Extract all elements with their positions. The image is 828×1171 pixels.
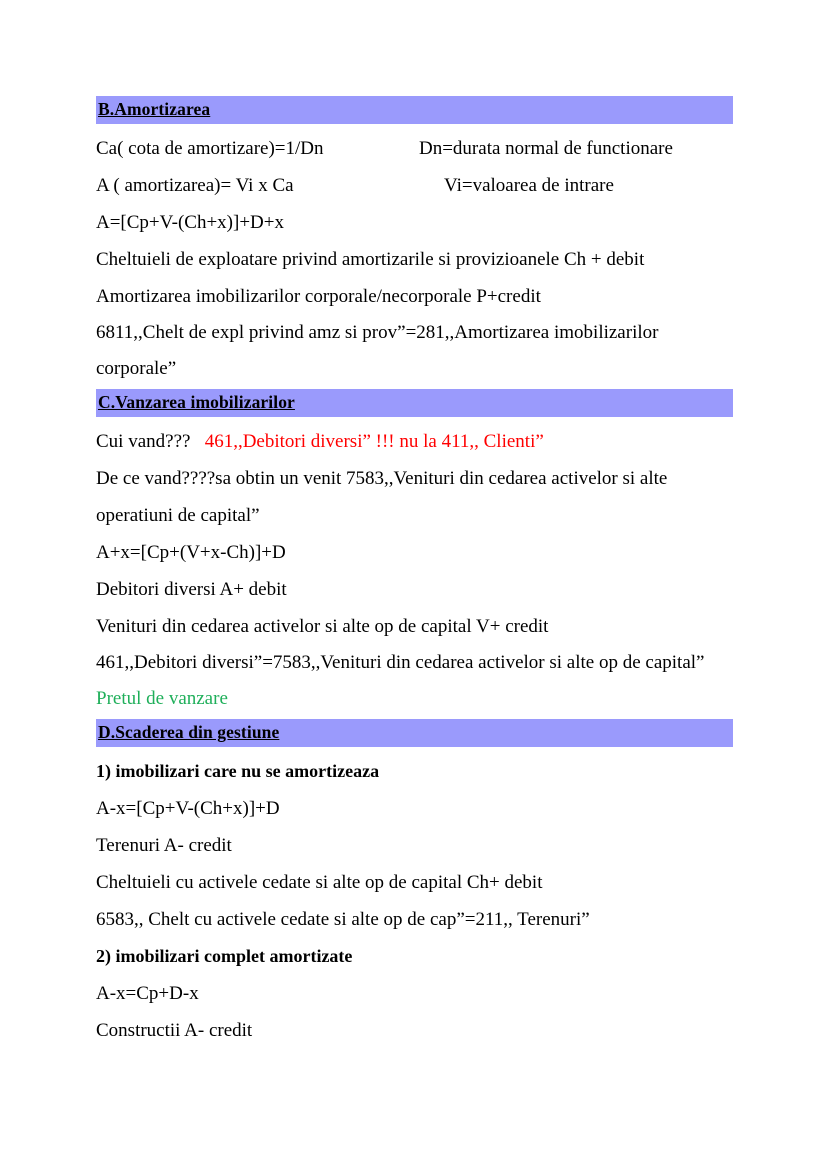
text-venituri-cedare: Venituri din cedarea activelor si alte op de capital V+ credit: [96, 616, 549, 637]
text-cheltuieli-active-cedate: Cheltuieli cu activele cedate si alte op de capital Ch+ debit: [96, 872, 543, 893]
formula-ca-right: Dn=durata normal de functionare: [419, 138, 673, 159]
text-account-461: 461,,Debitori diversi”=7583,,Venituri din cedarea activelor si alte op de capital”: [96, 652, 705, 673]
text-amortizarea-imobilizarilor: Amortizarea imobilizarilor corporale/necorporale P+credit: [96, 286, 541, 307]
formula-ca-left: Ca( cota de amortizare)=1/Dn: [96, 138, 324, 159]
formula-row-ca: [96, 130, 733, 167]
text-terenuri: Terenuri A- credit: [96, 835, 232, 856]
subheading-imobilizari-amortizate: 2) imobilizari complet amortizate: [96, 946, 353, 966]
document-body: [96, 96, 733, 1049]
section-heading-d: [96, 719, 733, 747]
section-heading-c-text: C.Vanzarea imobilizarilor: [98, 392, 295, 412]
text-pretul-de-vanzare: Pretul de vanzare: [96, 688, 228, 709]
formula-a-right: Vi=valoarea de intrare: [444, 175, 614, 196]
text-cui-vand-answer: 461,,Debitori diversi” !!! nu la 411,, Clienti”: [204, 431, 544, 452]
text-account-6583: 6583,, Chelt cu activele cedate si alte op de cap”=211,, Terenuri”: [96, 909, 590, 930]
text-constructii: Constructii A- credit: [96, 1020, 253, 1041]
text-corporale: corporale”: [96, 358, 177, 379]
text-debitori-diversi: Debitori diversi A+ debit: [96, 579, 287, 600]
formula-equation-c: A+x=[Cp+(V+x-Ch)]+D: [96, 542, 286, 563]
section-heading-b-text: B.Amortizarea: [98, 99, 211, 119]
subheading-imobilizari-neamortizate: 1) imobilizari care nu se amortizeaza: [96, 761, 380, 781]
formula-row-a: [96, 167, 733, 204]
section-heading-b: [96, 96, 733, 124]
text-cui-vand: [96, 423, 733, 460]
text-cheltuieli-exploatare: Cheltuieli de exploatare privind amortizarile si provizioanele Ch + debit: [96, 249, 645, 270]
formula-equation-d1: A-x=[Cp+V-(Ch+x)]+D: [96, 798, 280, 819]
text-de-ce-vand: De ce vand????sa obtin un venit 7583,,Venituri din cedarea activelor si alte: [96, 468, 668, 489]
section-heading-c: [96, 389, 733, 417]
formula-equation-b: A=[Cp+V-(Ch+x)]+D+x: [96, 212, 284, 233]
text-cui-vand-label: Cui vand???: [96, 431, 191, 452]
text-account-6811: 6811,,Chelt de expl privind amz si prov”=281,,Amortizarea imobilizarilor: [96, 322, 659, 343]
text-operatiuni-capital: operatiuni de capital”: [96, 505, 260, 526]
section-heading-d-text: D.Scaderea din gestiune: [98, 722, 280, 742]
formula-a-left: A ( amortizarea)= Vi x Ca: [96, 175, 294, 196]
formula-equation-d2: A-x=Cp+D-x: [96, 983, 199, 1004]
